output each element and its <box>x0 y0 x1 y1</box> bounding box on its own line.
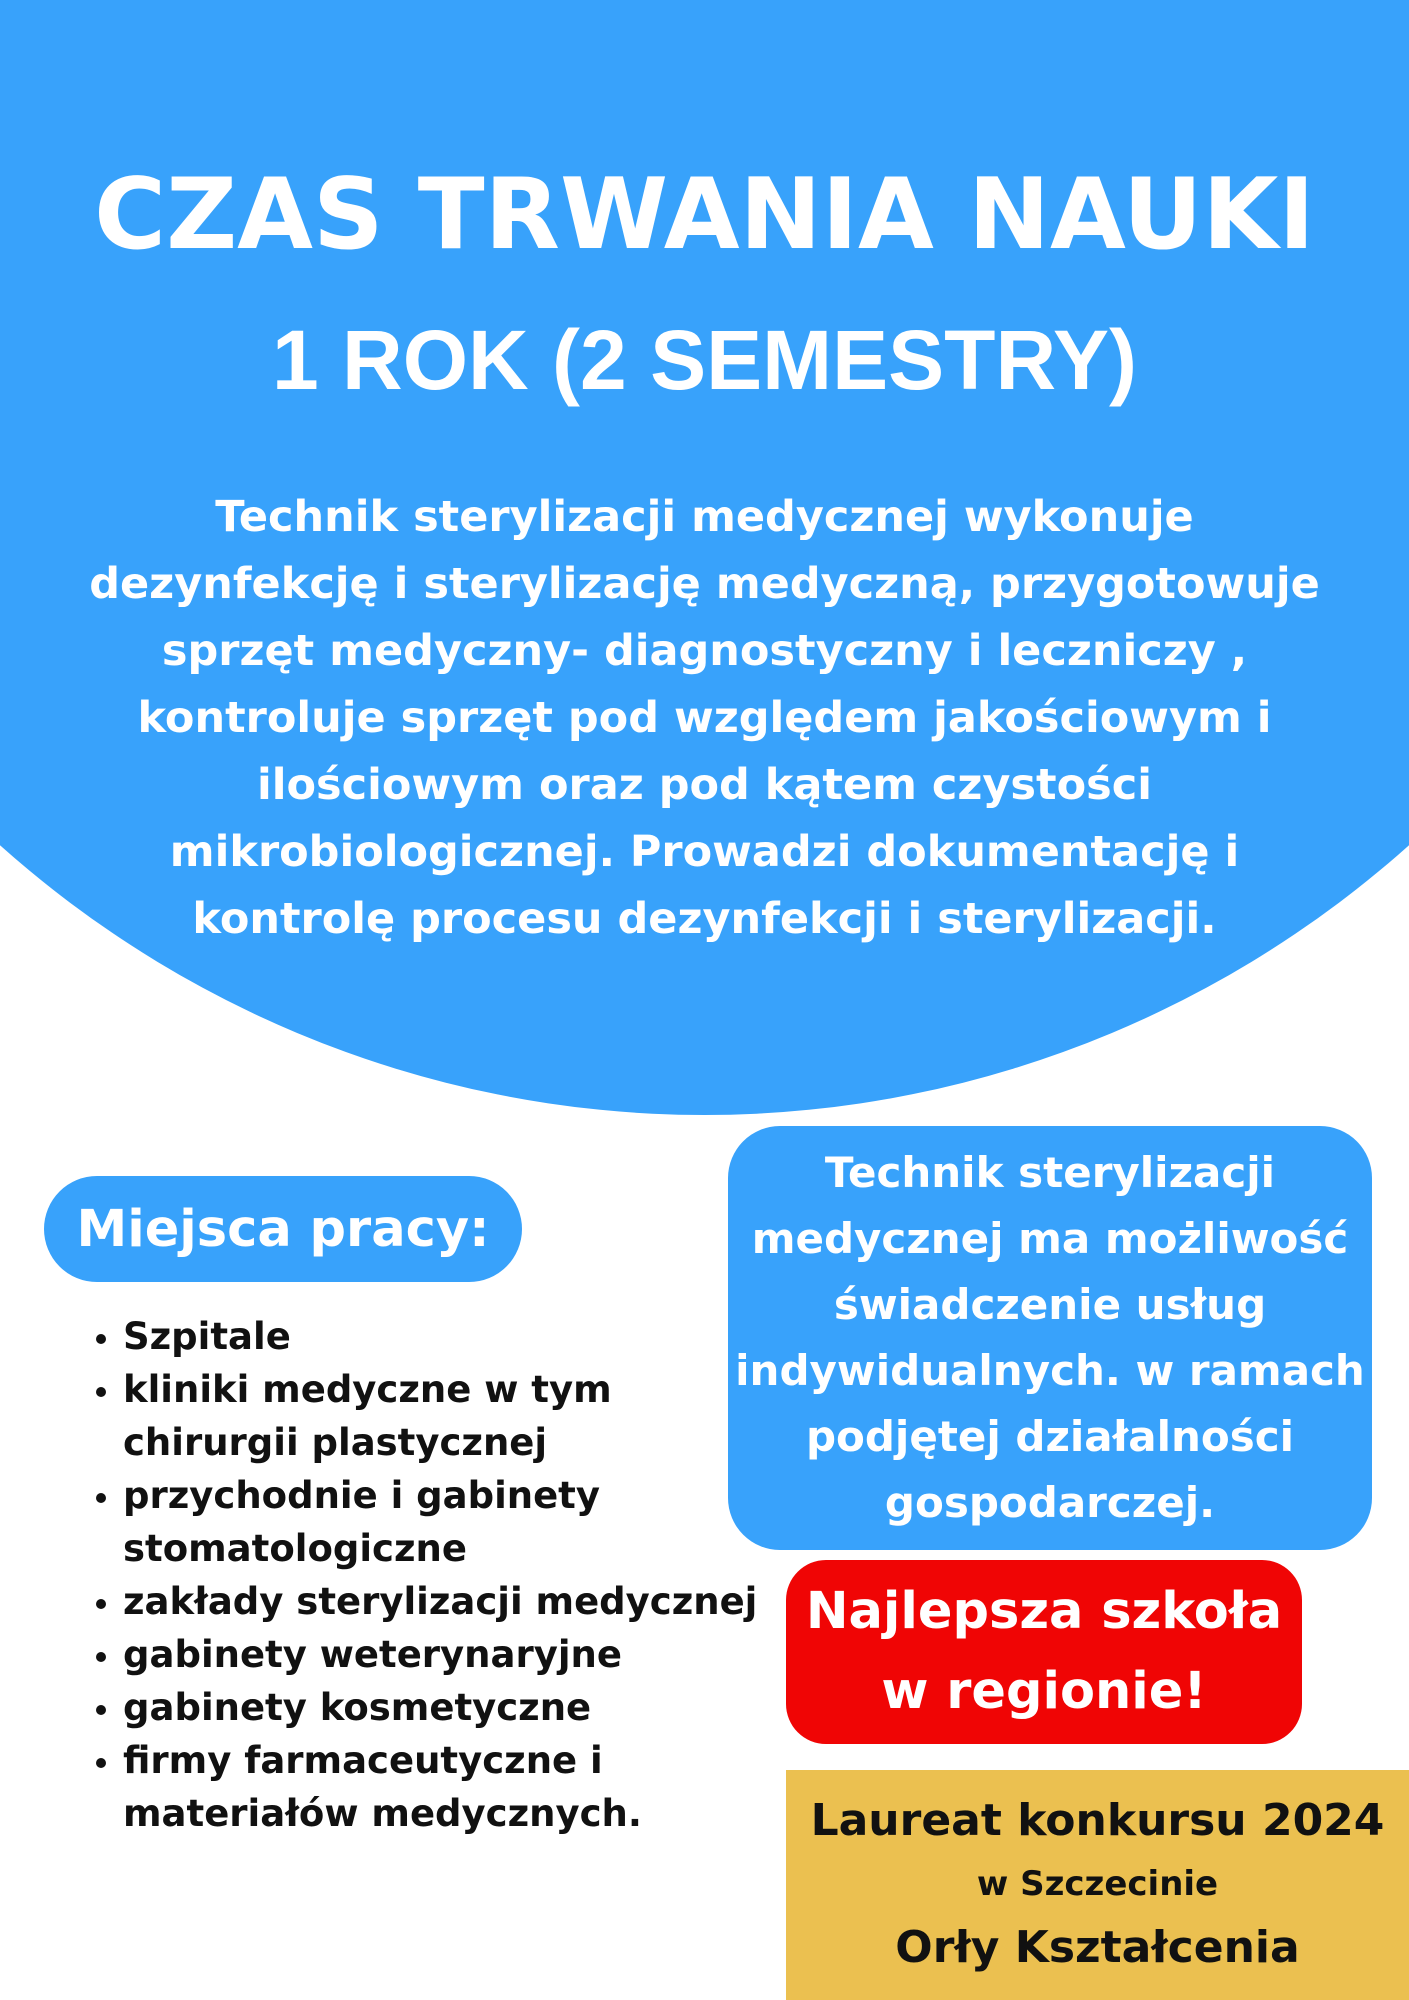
self-employment-info-box <box>728 1126 1372 1550</box>
best-school-banner <box>786 1560 1302 1744</box>
list-item: • Szpitale <box>123 1310 793 1363</box>
list-item: • przychodnie i gabinety stomatologiczne <box>123 1469 793 1575</box>
duration-subtitle: 1 ROK (2 SEMESTRY) <box>271 313 1138 407</box>
award-title: Laureat konkursu 2024 <box>810 1795 1385 1846</box>
list-item: • gabinety weterynaryjne <box>123 1628 793 1681</box>
page-title: CZAS TRWANIA NAUKI <box>94 158 1315 272</box>
workplaces-list <box>60 1310 793 1840</box>
list-item: • gabinety kosmetyczne <box>123 1681 793 1734</box>
self-employment-info-text: Technik sterylizacji medycznej ma możliwość świadczenie usług indywidualnych. w ramach podjętej działalności gospodarczej. <box>735 1148 1365 1527</box>
list-item: • zakłady sterylizacji medycznej <box>123 1575 793 1628</box>
list-item: • firmy farmaceutyczne i materiałów medycznych. <box>123 1734 793 1840</box>
award-location: w Szczecinie <box>976 1864 1219 1904</box>
list-item: • kliniki medyczne w tym chirurgii plastycznej <box>123 1363 793 1469</box>
award-banner <box>786 1770 1409 2000</box>
intro-paragraph: Technik sterylizacji medycznej wykonuje dezynfekcję i sterylizację medyczną, przygotowuje sprzęt medyczny- diagnostyczny i leczniczy , kontroluje sprzęt pod względem jakościowym i ilościowym oraz pod kątem czystości mikrobiologicznej. Prowadzi dokumentację i kontrolę procesu dezynfekcji i sterylizacji. <box>89 492 1320 944</box>
workplaces-heading: Miejsca pracy: <box>44 1176 522 1282</box>
best-school-line-2: w regionie! <box>881 1662 1207 1721</box>
best-school-line-1: Najlepsza szkoła <box>805 1582 1283 1641</box>
award-name: Orły Kształcenia <box>895 1922 1300 1973</box>
